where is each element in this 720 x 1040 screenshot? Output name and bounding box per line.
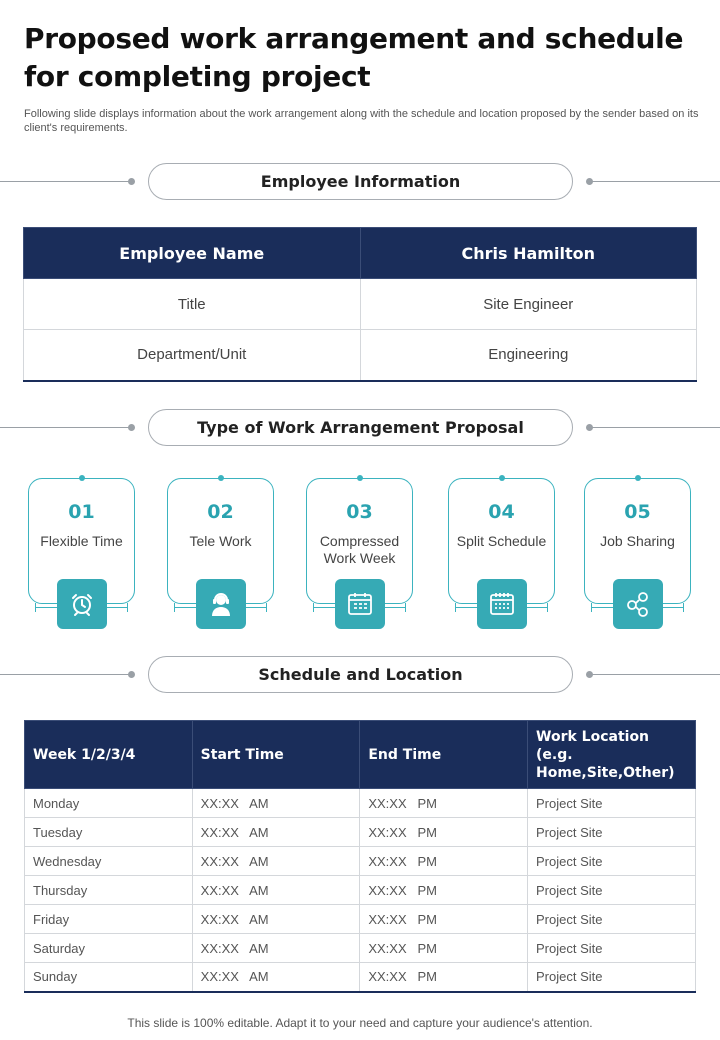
table-cell: XX:XX PM xyxy=(360,818,528,847)
table-cell: XX:XX AM xyxy=(192,963,360,992)
divider-left xyxy=(0,674,130,675)
divider-dot xyxy=(586,671,593,678)
table-row xyxy=(25,905,696,934)
calendar-grid-icon xyxy=(335,579,385,629)
table-cell: Project Site xyxy=(528,905,696,934)
card-number: 03 xyxy=(346,501,373,523)
table-cell: Project Site xyxy=(528,789,696,818)
card-label: Tele Work xyxy=(189,533,252,549)
table-cell: Monday xyxy=(25,789,193,818)
divider-right xyxy=(590,181,720,182)
table-cell: Engineering xyxy=(360,330,696,381)
table-cell: Department/Unit xyxy=(24,330,361,381)
card-label: Compressed Work Week xyxy=(319,533,400,566)
arrangement-section-header xyxy=(0,409,720,447)
table-header-row xyxy=(24,228,697,279)
table-row xyxy=(25,876,696,905)
column-header-end-time: End Time xyxy=(360,721,528,789)
table-header-row xyxy=(25,721,696,789)
table-cell: XX:XX PM xyxy=(360,847,528,876)
card-top-dot xyxy=(79,475,85,481)
divider-dot xyxy=(586,178,593,185)
card-label: Job Sharing xyxy=(600,533,675,549)
schedule-section-header xyxy=(0,656,720,694)
table-cell: Wednesday xyxy=(25,847,193,876)
table-cell: Site Engineer xyxy=(360,279,696,330)
divider-left xyxy=(0,181,130,182)
card-top-dot xyxy=(218,475,224,481)
table-cell: XX:XX AM xyxy=(192,818,360,847)
footer-note: This slide is 100% editable. Adapt it to your need and capture your audience's attention. xyxy=(127,1016,593,1030)
table-cell: XX:XX PM xyxy=(360,789,528,818)
arrangement-card-split-schedule xyxy=(448,478,555,604)
table-cell: Thursday xyxy=(25,876,193,905)
page-subtitle: Following slide displays information about the work arrangement along with the schedule and location proposed by the sender based on its client's requirements. xyxy=(24,108,699,134)
employee-section-title: Employee Information xyxy=(148,163,573,200)
divider-dot xyxy=(128,178,135,185)
card-label: Split Schedule xyxy=(456,533,547,549)
arrangement-cards xyxy=(0,470,720,640)
column-header-work-location: Work Location (e.g. Home,Site,Other) xyxy=(528,721,696,789)
card-top-dot xyxy=(357,475,363,481)
divider-right xyxy=(590,674,720,675)
table-row xyxy=(25,847,696,876)
table-cell: XX:XX AM xyxy=(192,847,360,876)
divider-dot xyxy=(586,424,593,431)
table-cell: XX:XX AM xyxy=(192,934,360,963)
table-row xyxy=(24,330,697,381)
people-network-icon xyxy=(613,579,663,629)
card-label: Flexible Time xyxy=(40,533,123,549)
table-cell: XX:XX PM xyxy=(360,963,528,992)
table-row xyxy=(25,963,696,992)
table-cell: Sunday xyxy=(25,963,193,992)
column-header-start-time: Start Time xyxy=(192,721,360,789)
table-cell: Project Site xyxy=(528,847,696,876)
table-cell: Saturday xyxy=(25,934,193,963)
table-cell: XX:XX PM xyxy=(360,905,528,934)
table-cell: Project Site xyxy=(528,963,696,992)
table-cell: Project Site xyxy=(528,818,696,847)
arrangement-card-tele-work xyxy=(167,478,274,604)
divider-right xyxy=(590,427,720,428)
table-cell: XX:XX AM xyxy=(192,789,360,818)
table-cell: Tuesday xyxy=(25,818,193,847)
table-cell: Project Site xyxy=(528,934,696,963)
employee-info-table xyxy=(23,227,697,382)
arrangement-section-title: Type of Work Arrangement Proposal xyxy=(148,409,573,446)
employee-section-header xyxy=(0,163,720,201)
table-header-cell: Employee Name xyxy=(24,228,361,279)
headset-person-icon xyxy=(196,579,246,629)
table-row xyxy=(24,279,697,330)
alarm-clock-icon xyxy=(57,579,107,629)
arrangement-card-job-sharing xyxy=(584,478,691,604)
table-header-cell: Chris Hamilton xyxy=(360,228,696,279)
card-number: 02 xyxy=(207,501,234,523)
table-cell: XX:XX AM xyxy=(192,905,360,934)
table-cell: Friday xyxy=(25,905,193,934)
table-cell: XX:XX PM xyxy=(360,934,528,963)
card-top-dot xyxy=(499,475,505,481)
table-row xyxy=(25,818,696,847)
divider-dot xyxy=(128,671,135,678)
card-top-dot xyxy=(635,475,641,481)
card-number: 05 xyxy=(624,501,651,523)
card-number: 04 xyxy=(488,501,515,523)
schedule-table xyxy=(24,720,696,993)
card-number: 01 xyxy=(68,501,95,523)
table-cell: XX:XX PM xyxy=(360,876,528,905)
page-title: Proposed work arrangement and schedule for completing project xyxy=(24,22,684,93)
schedule-section-title: Schedule and Location xyxy=(148,656,573,693)
arrangement-card-compressed-work-week xyxy=(306,478,413,604)
arrangement-card-flexible-time xyxy=(28,478,135,604)
table-row xyxy=(25,934,696,963)
divider-left xyxy=(0,427,130,428)
table-cell: Project Site xyxy=(528,876,696,905)
table-row xyxy=(25,789,696,818)
column-header-week: Week 1/2/3/4 xyxy=(25,721,193,789)
divider-dot xyxy=(128,424,135,431)
table-cell: XX:XX AM xyxy=(192,876,360,905)
calendar-icon xyxy=(477,579,527,629)
table-cell: Title xyxy=(24,279,361,330)
